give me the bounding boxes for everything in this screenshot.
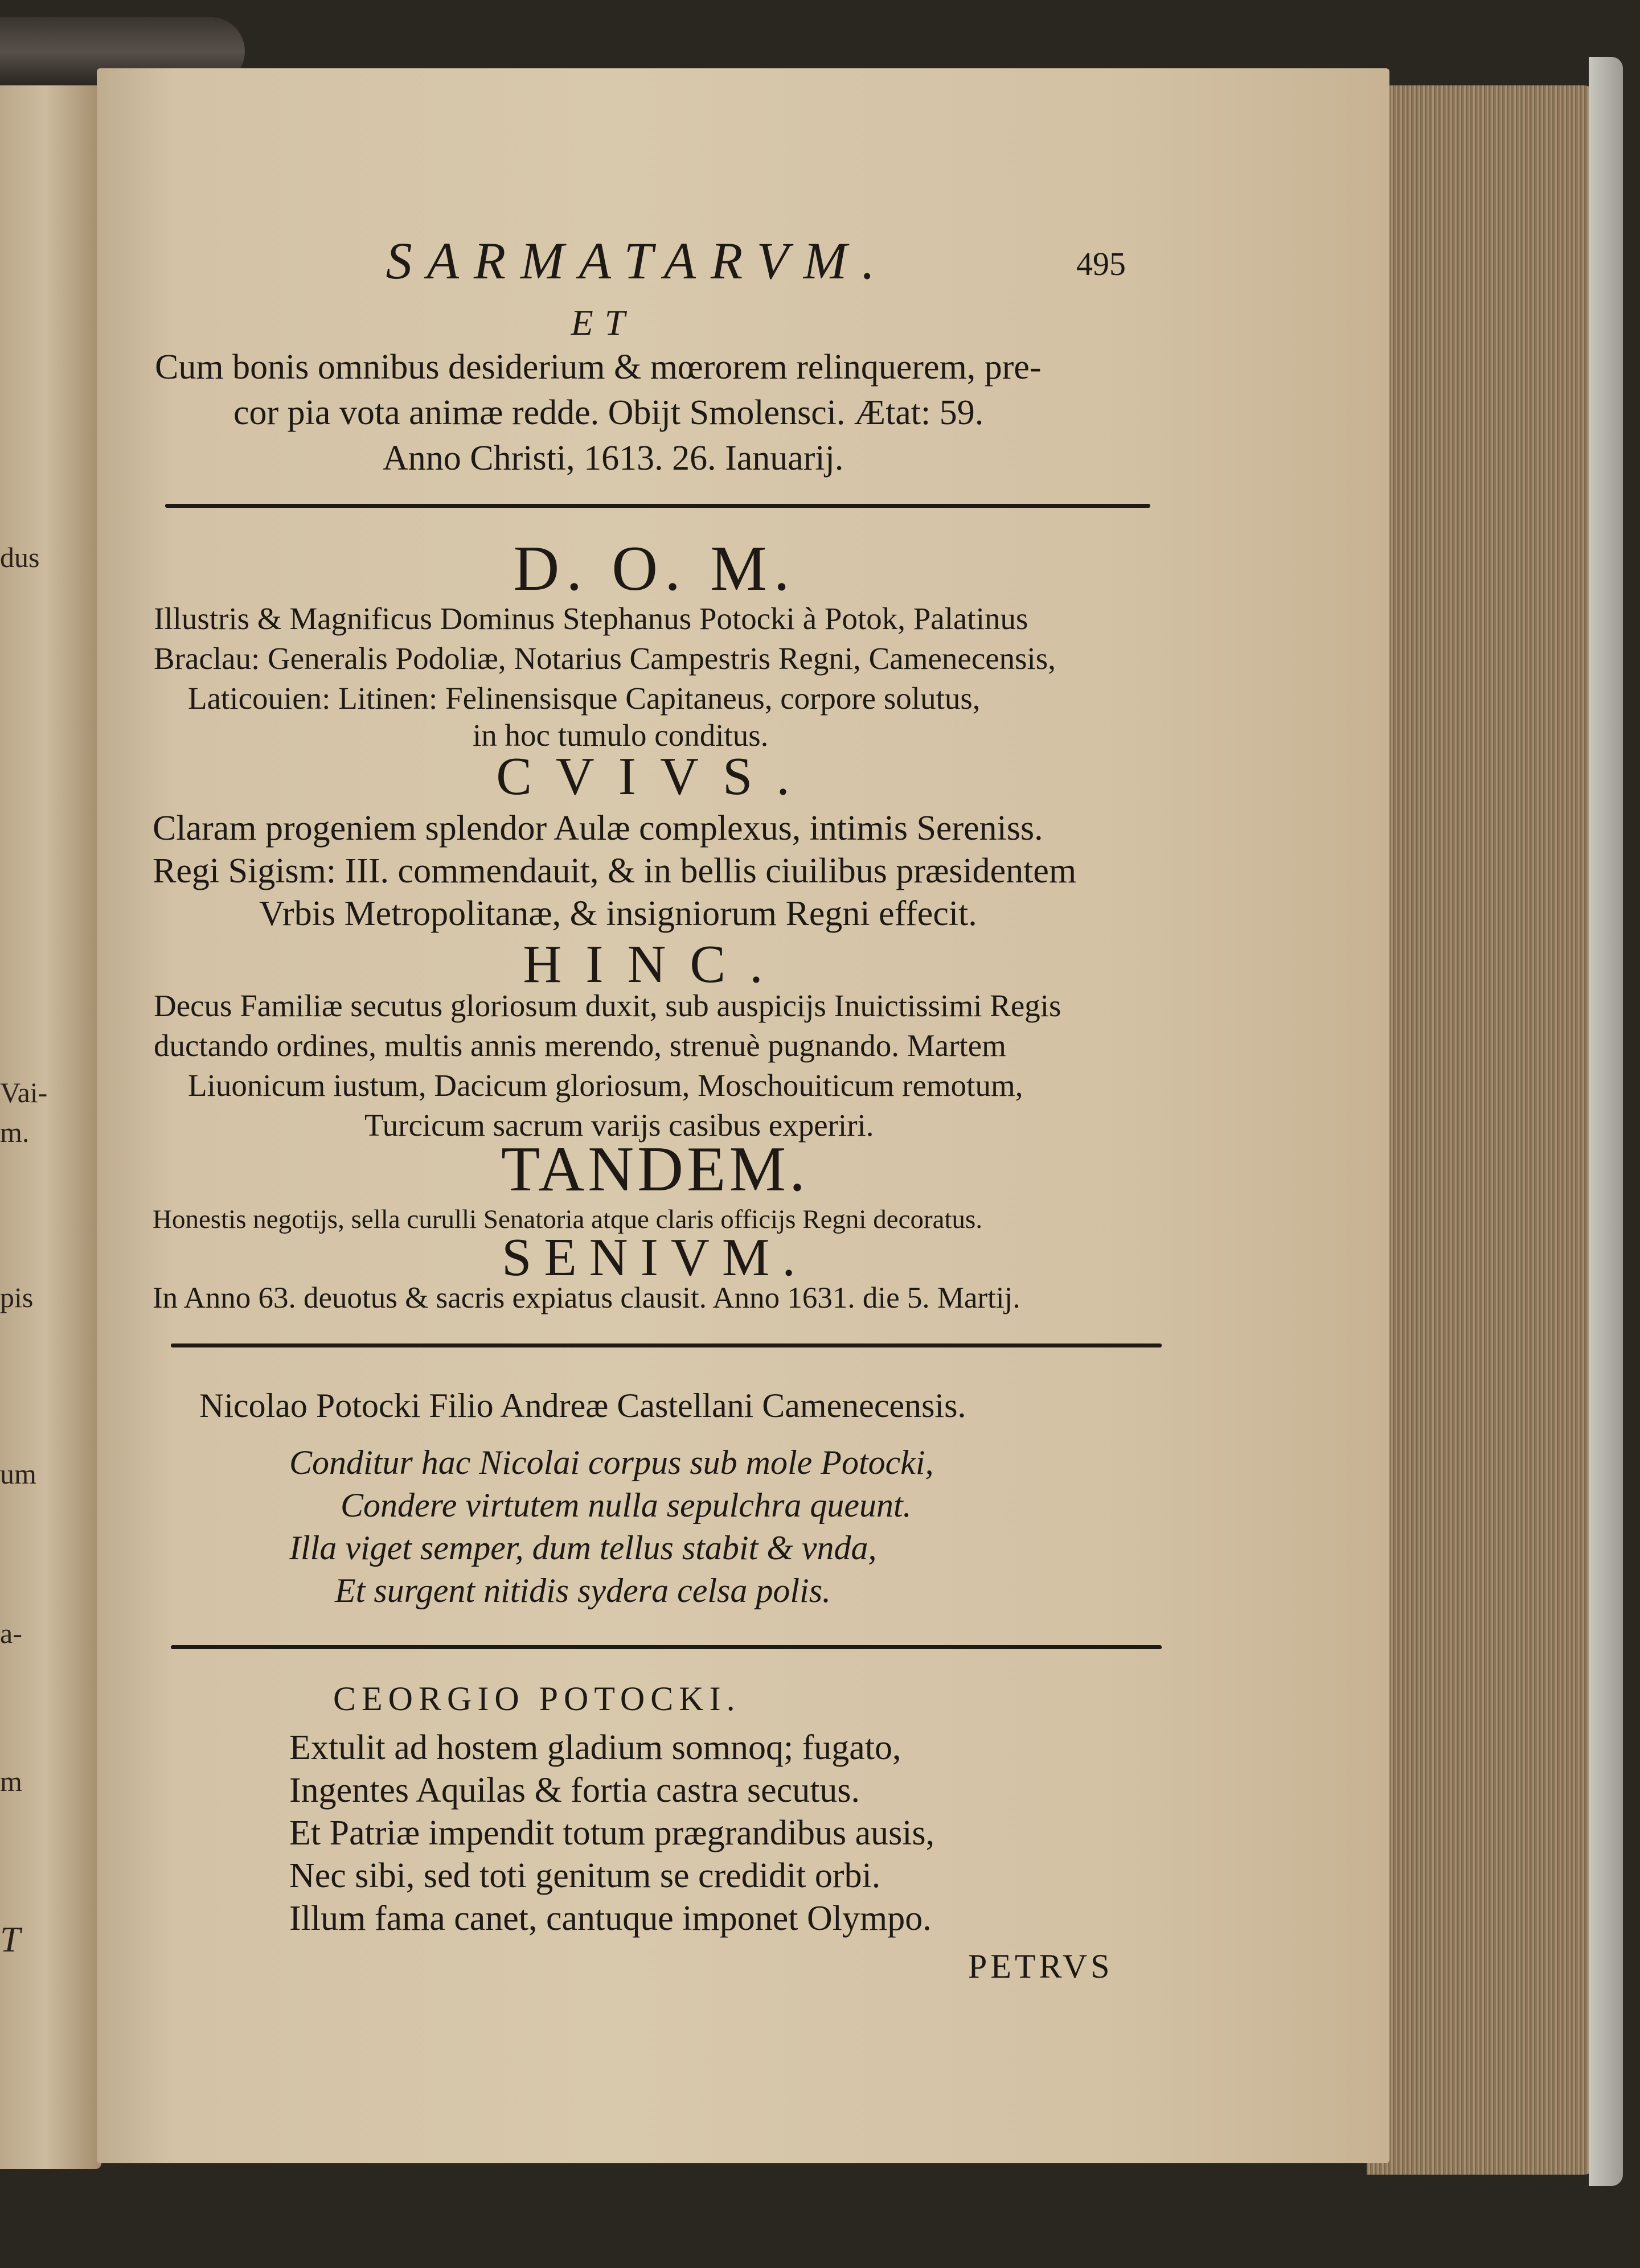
verse-line: Condere virtutem nulla sepulchra queunt. bbox=[341, 1486, 912, 1524]
verse-line: Et surgent nitidis sydera celsa polis. bbox=[335, 1572, 831, 1609]
heading-tandem: TANDEM. bbox=[501, 1134, 809, 1205]
dedication-line: Illustris & Magnificus Dominus Stephanus Potocki à Potok, Palatinus bbox=[154, 601, 1028, 636]
cuius-line: Regi Sigism: III. commendauit, & in bellis ciuilibus præsidentem bbox=[153, 852, 1077, 890]
verse-line: Extulit ad hostem gladium somnoq; fugato, bbox=[289, 1728, 901, 1767]
catchword: PETRVS bbox=[968, 1947, 1113, 1985]
divider-rule bbox=[165, 504, 1150, 508]
heading-dom: D. O. M. bbox=[513, 533, 797, 604]
epitaph-line: cor pia vota animæ redde. Obijt Smolensci. Ætat: 59. bbox=[233, 393, 984, 432]
heading-cuius: CVIVS. bbox=[496, 747, 814, 806]
cuius-line: Vrbis Metropolitanæ, & insigniorum Regni effecit. bbox=[259, 894, 977, 933]
epitaph-line: Anno Christi, 1613. 26. Ianuarij. bbox=[383, 439, 844, 478]
hinc-line: Turcicum sacrum varijs casibus experiri. bbox=[364, 1108, 874, 1143]
divider-rule bbox=[171, 1343, 1162, 1347]
left-page-fragment: T bbox=[0, 1919, 20, 1959]
epitaph-line: Cum bonis omnibus desiderium & mœrorem relinquerem, pre- bbox=[155, 348, 1042, 387]
left-page-fragment: a- bbox=[0, 1617, 22, 1649]
dedication-line: Laticouien: Litinen: Felinensisque Capitaneus, corpore solutus, bbox=[188, 681, 981, 716]
verse-line: Ingentes Aquilas & fortia castra secutus. bbox=[289, 1771, 860, 1810]
left-page-fragment: Vai- bbox=[0, 1077, 48, 1108]
verse-line: Illa viget semper, dum tellus stabit & vnda, bbox=[289, 1529, 877, 1567]
verse-line: Illum fama canet, cantuque imponet Olympo. bbox=[289, 1899, 932, 1938]
hinc-line: Liuonicum iustum, Dacicum gloriosum, Moschouiticum remotum, bbox=[188, 1068, 1023, 1103]
left-page-fragment: m. bbox=[0, 1116, 30, 1148]
left-page bbox=[0, 51, 101, 2169]
ornament-et: ET bbox=[571, 302, 637, 343]
verse-line: Et Patriæ impendit totum prægrandibus ausis, bbox=[289, 1814, 935, 1852]
left-page-fragment: m bbox=[0, 1765, 22, 1797]
cuius-line: Claram progeniem splendor Aulæ complexus, intimis Sereniss. bbox=[153, 809, 1043, 848]
divider-rule bbox=[171, 1645, 1162, 1649]
dedication-line: in hoc tumulo conditus. bbox=[473, 718, 769, 753]
senium-line: In Anno 63. deuotus & sacris expiatus clausit. Anno 1631. die 5. Martij. bbox=[153, 1281, 1020, 1314]
epigram-title: Nicolao Potocki Filio Andreæ Castellani Camenecensis. bbox=[199, 1387, 966, 1424]
left-page-fragment: um bbox=[0, 1458, 36, 1490]
verse-line: Nec sibi, sed toti genitum se credidit orbi. bbox=[289, 1856, 881, 1895]
running-head: SARMATARVM. bbox=[386, 232, 890, 290]
heading-senium: SENIVM. bbox=[502, 1228, 808, 1287]
hinc-line: Decus Familiæ secutus gloriosum duxit, sub auspicijs Inuictissimi Regis bbox=[154, 988, 1061, 1023]
heading-hinc: HINC. bbox=[523, 935, 787, 994]
page-number: 495 bbox=[1076, 245, 1126, 282]
hinc-line: ductando ordines, multis annis merendo, strenuè pugnando. Martem bbox=[154, 1028, 1006, 1063]
page-edges bbox=[1367, 85, 1594, 2175]
verse-line: Conditur hac Nicolai corpus sub mole Potocki, bbox=[289, 1444, 934, 1481]
tandem-line: Honestis negotijs, sella curulli Senatoria atque claris officijs Regni decoratus. bbox=[153, 1205, 983, 1234]
epigram-title: CEORGIO POTOCKI. bbox=[333, 1680, 741, 1718]
dedication-line: Braclau: Generalis Podoliæ, Notarius Campestris Regni, Camenecensis, bbox=[154, 641, 1056, 676]
left-page-fragment: pis bbox=[0, 1281, 34, 1313]
left-page-fragment: dus bbox=[0, 541, 40, 573]
book-board bbox=[1589, 57, 1623, 2186]
